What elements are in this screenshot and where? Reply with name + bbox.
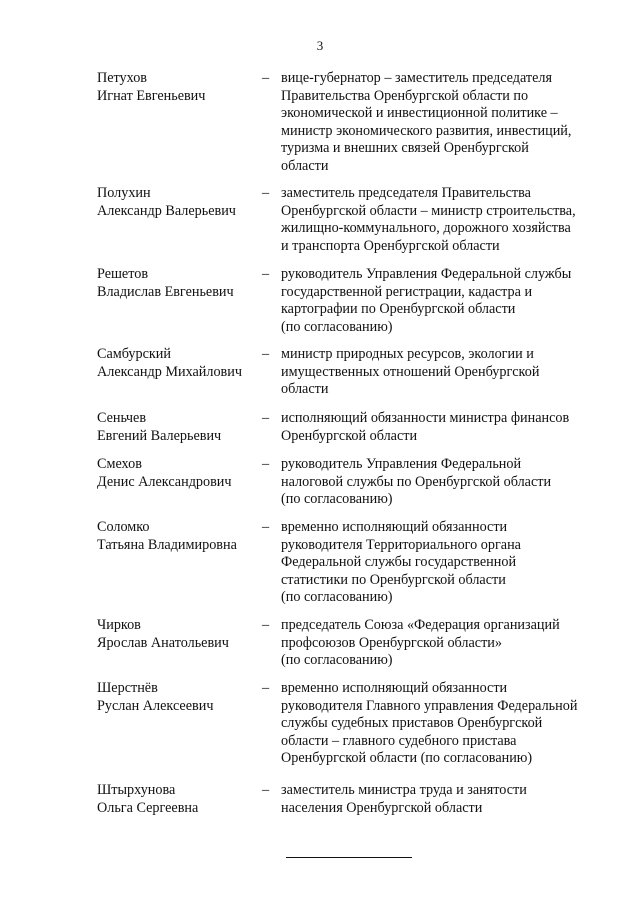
role-line: статистики по Оренбургской области: [281, 571, 506, 588]
member-name: [97, 617, 257, 652]
member-given-name: Владислав Евгеньевич: [97, 283, 234, 300]
page-number: 3: [316, 38, 324, 53]
member-name: [97, 680, 257, 715]
member-role: [281, 617, 611, 670]
role-line: жилищно-коммунального, дорожного хозяйства: [281, 220, 571, 237]
member-name: [97, 185, 257, 220]
member-surname: Смехов: [97, 456, 142, 472]
member-surname: Соломко: [97, 519, 150, 535]
role-line: (по согласованию): [281, 491, 393, 508]
role-line: Оренбургской области – министр строительства,: [281, 202, 576, 219]
role-line: Правительства Оренбургской области по: [281, 87, 529, 104]
member-given-name: Денис Александрович: [97, 473, 232, 490]
role-line: временно исполняющий обязанности: [281, 519, 508, 535]
member-role: [281, 519, 611, 607]
member-surname: Решетов: [97, 266, 149, 282]
member-dash: –: [262, 266, 270, 282]
member-role: [281, 456, 611, 509]
role-line: налоговой службы по Оренбургской области: [281, 473, 552, 490]
role-line: области: [281, 381, 329, 398]
role-line: службы судебных приставов Оренбургской: [281, 715, 543, 732]
role-line: и транспорта Оренбургской области: [281, 237, 500, 254]
closing-divider: [286, 857, 412, 858]
member-role: [281, 266, 611, 336]
role-line: туризма и внешних связей Оренбургской: [281, 140, 529, 157]
member-dash: –: [262, 346, 270, 362]
member-name: [97, 519, 257, 554]
role-line: Оренбургской области (по согласованию): [281, 750, 533, 767]
role-line: Оренбургской области: [281, 427, 418, 444]
member-role: [281, 346, 611, 399]
role-line: области: [281, 157, 329, 174]
role-line: министр природных ресурсов, экологии и: [281, 346, 534, 362]
member-dash: –: [262, 185, 270, 201]
role-line: (по согласованию): [281, 652, 393, 669]
member-given-name: Руслан Алексеевич: [97, 697, 214, 714]
member-dash: –: [262, 410, 270, 426]
member-name: [97, 410, 257, 445]
role-line: руководителя Главного управления Федеральной: [281, 697, 578, 714]
role-line: руководитель Управления Федеральной службы: [281, 266, 572, 282]
role-line: (по согласованию): [281, 318, 393, 335]
member-name: [97, 782, 257, 817]
member-name: [97, 346, 257, 381]
member-dash: –: [262, 680, 270, 696]
role-line: профсоюзов Оренбургской области»: [281, 634, 502, 651]
member-name: [97, 266, 257, 301]
member-dash: –: [262, 782, 270, 798]
role-line: государственной регистрации, кадастра и: [281, 283, 533, 300]
member-surname: Чирков: [97, 617, 141, 633]
member-given-name: Ярослав Анатольевич: [97, 634, 229, 651]
member-role: [281, 680, 611, 768]
role-line: картографии по Оренбургской области: [281, 301, 516, 318]
member-surname: Петухов: [97, 70, 147, 86]
member-given-name: Ольга Сергеевна: [97, 799, 199, 816]
member-given-name: Татьяна Владимировна: [97, 536, 237, 553]
member-role: [281, 782, 611, 817]
member-surname: Шерстнёв: [97, 680, 158, 696]
role-line: временно исполняющий обязанности: [281, 680, 508, 696]
member-name: [97, 456, 257, 491]
member-surname: Полухин: [97, 185, 151, 201]
member-given-name: Евгений Валерьевич: [97, 427, 222, 444]
role-line: Федеральной службы государственной: [281, 554, 517, 571]
role-line: руководителя Территориального органа: [281, 536, 521, 553]
role-line: председатель Союза «Федерация организаций: [281, 617, 560, 633]
role-line: области – главного судебного пристава: [281, 732, 517, 749]
member-given-name: Александр Михайлович: [97, 363, 242, 380]
role-line: исполняющий обязанности министра финансов: [281, 410, 570, 426]
member-name: [97, 70, 257, 105]
member-role: [281, 70, 611, 176]
member-dash: –: [262, 70, 270, 86]
role-line: заместитель министра труда и занятости: [281, 782, 527, 798]
role-line: министр экономического развития, инвестиций,: [281, 122, 572, 139]
member-role: [281, 410, 611, 445]
member-surname: Штырхунова: [97, 782, 176, 798]
role-line: населения Оренбургской области: [281, 799, 483, 816]
member-given-name: Александр Валерьевич: [97, 202, 236, 219]
role-line: заместитель председателя Правительства: [281, 185, 531, 201]
role-line: имущественных отношений Оренбургской: [281, 363, 540, 380]
role-line: руководитель Управления Федеральной: [281, 456, 522, 472]
member-dash: –: [262, 519, 270, 535]
member-dash: –: [262, 617, 270, 633]
role-line: (по согласованию): [281, 589, 393, 606]
member-surname: Сеньчев: [97, 410, 147, 426]
member-given-name: Игнат Евгеньевич: [97, 87, 206, 104]
role-line: экономической и инвестиционной политике –: [281, 105, 558, 122]
member-role: [281, 185, 611, 255]
role-line: вице-губернатор – заместитель председателя: [281, 70, 553, 86]
member-dash: –: [262, 456, 270, 472]
member-surname: Самбурский: [97, 346, 171, 362]
